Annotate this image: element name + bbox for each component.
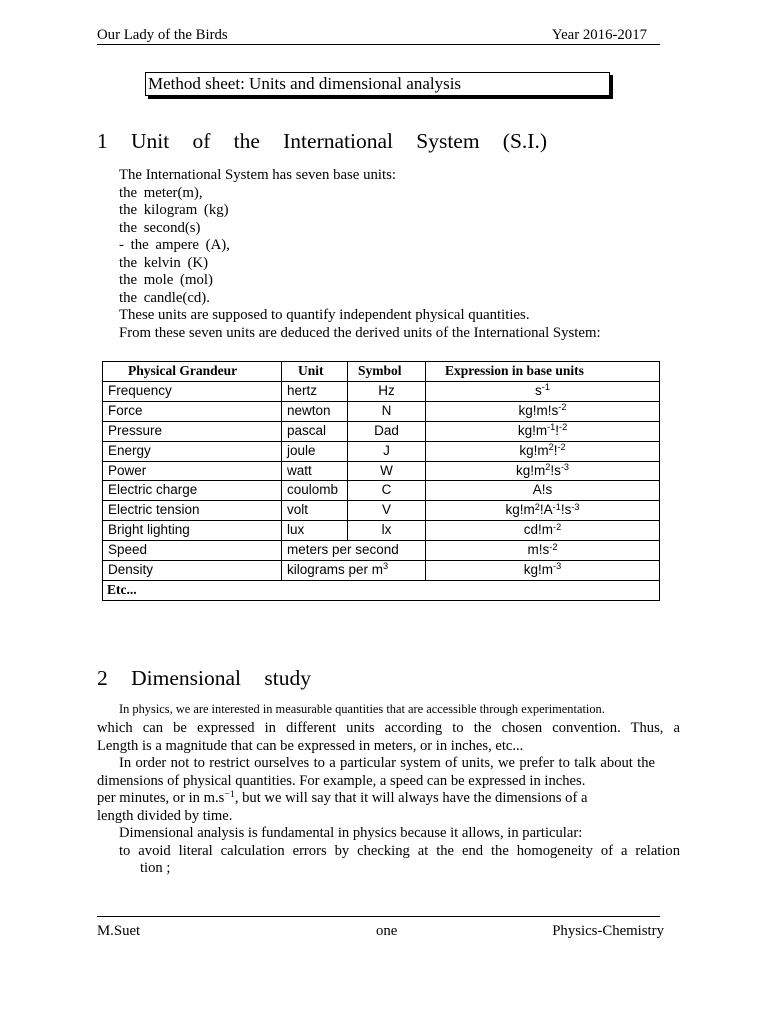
- expression-cell: [426, 501, 660, 521]
- expression-base: s: [535, 382, 542, 398]
- section-2-line: to avoid literal calculation errors by checking at the end the homogeneity of a relation: [119, 842, 680, 859]
- document-title: Method sheet: Units and dimensional analysis: [148, 74, 462, 93]
- table-row: [103, 561, 660, 581]
- unit-exponent: 3: [383, 561, 389, 572]
- table-row: [103, 401, 660, 421]
- section-2-line: length divided by time.: [97, 807, 233, 824]
- symbol-cell: Hz: [348, 381, 426, 401]
- expression-exponent: -1: [547, 422, 556, 433]
- expression-base: cd!m: [523, 522, 554, 538]
- section-2-line: [97, 790, 587, 808]
- unit-cell: volt: [282, 501, 348, 521]
- unit-base: kilograms per m: [287, 562, 384, 578]
- section-2-heading: 2 Dimensional study: [97, 666, 311, 690]
- expression-exponent: -1: [552, 501, 561, 512]
- line-text: , but we will say that it will always have the dimensions of a: [234, 790, 588, 806]
- expression-cell: [426, 421, 660, 441]
- title-box: [145, 72, 610, 96]
- base-unit-item: - the ampere (A),: [119, 237, 230, 253]
- table-row: [103, 481, 660, 501]
- section-2-line: dimensions of physical quantities. For example, a speed can be expressed in inches.: [97, 772, 586, 789]
- symbol-cell: Dad: [348, 421, 426, 441]
- line-text: per minutes, or in m.s: [97, 790, 225, 806]
- unit-cell: coulomb: [282, 481, 348, 501]
- grandeur-cell: Speed: [103, 541, 282, 561]
- etc-cell: Etc...: [103, 580, 660, 600]
- expression-exponent: 2: [548, 442, 554, 453]
- expression-base: !: [555, 422, 560, 438]
- symbol-cell: lx: [348, 521, 426, 541]
- grandeur-cell: Force: [103, 401, 282, 421]
- expression-cell: [426, 541, 660, 561]
- expression-base: !s: [550, 462, 561, 478]
- base-unit-item: the second(s): [119, 219, 201, 236]
- expression-base: m!s: [527, 542, 550, 558]
- grandeur-cell: Pressure: [103, 421, 282, 441]
- header-school-name: Our Lady of the Birds: [97, 27, 228, 43]
- table-etc-row: [103, 580, 660, 600]
- unit-cell: pascal: [282, 421, 348, 441]
- table-row: [103, 441, 660, 461]
- section-2-line: tion ;: [140, 860, 171, 876]
- symbol-cell: C: [348, 481, 426, 501]
- section-1-line: The International System has seven base units:: [119, 167, 396, 183]
- expression-cell: [426, 481, 660, 501]
- footer-author: M.Suet: [97, 923, 141, 939]
- expression-exponent: -2: [557, 442, 566, 453]
- table-row: [103, 541, 660, 561]
- expression-base: kg!m: [517, 422, 548, 438]
- section-2-line: In order not to restrict ourselves to a particular system of units, we prefer to talk about the: [119, 755, 655, 771]
- table-row: [103, 501, 660, 521]
- table-row: [103, 521, 660, 541]
- unit-cell: watt: [282, 461, 348, 481]
- header-symbol: Symbol: [348, 362, 426, 382]
- grandeur-cell: Electric charge: [103, 481, 282, 501]
- symbol-cell: V: [348, 501, 426, 521]
- expression-cell: [426, 441, 660, 461]
- expression-exponent: -2: [558, 402, 567, 413]
- header-rule: [97, 44, 660, 45]
- grandeur-cell: Frequency: [103, 381, 282, 401]
- expression-exponent: 2: [545, 461, 551, 472]
- table-row: [103, 421, 660, 441]
- grandeur-cell: Density: [103, 561, 282, 581]
- expression-base: kg!m: [515, 462, 546, 478]
- expression-base: A!s: [532, 482, 553, 498]
- unit-cell: lux: [282, 521, 348, 541]
- expression-exponent: -1: [541, 382, 550, 393]
- base-unit-item: the meter(m),: [119, 184, 203, 201]
- unit-exponent: −1: [224, 789, 235, 801]
- expression-base: kg!m!s: [518, 402, 559, 418]
- base-unit-item: the kilogram (kg): [119, 202, 229, 218]
- symbol-cell: N: [348, 401, 426, 421]
- expression-base: kg!m: [523, 562, 554, 578]
- expression-cell: [426, 461, 660, 481]
- section-2-line: which can be expressed in different units according to the chosen convention. Thus, a: [97, 720, 680, 736]
- expression-exponent: -3: [553, 561, 562, 572]
- section-1-body: [119, 167, 601, 342]
- grandeur-cell: Bright lighting: [103, 521, 282, 541]
- expression-exponent: -2: [559, 422, 568, 433]
- expression-base: !A: [539, 502, 553, 518]
- expression-exponent: -3: [571, 501, 580, 512]
- section-1-line: From these seven units are deduced the derived units of the International System:: [119, 324, 601, 341]
- unit-cell: joule: [282, 441, 348, 461]
- section-1-line: These units are supposed to quantify independent physical quantities.: [119, 307, 530, 323]
- base-unit-item: the mole (mol): [119, 272, 213, 288]
- grandeur-cell: Energy: [103, 441, 282, 461]
- units-table: [102, 361, 660, 601]
- expression-cell: [426, 561, 660, 581]
- expression-exponent: -3: [560, 461, 570, 472]
- symbol-cell: W: [348, 461, 426, 481]
- unit-cell: meters per second: [282, 541, 426, 561]
- grandeur-cell: Electric tension: [103, 501, 282, 521]
- base-unit-item: the kelvin (K): [119, 254, 209, 271]
- section-2-line: Dimensional analysis is fundamental in physics because it allows, in particular:: [119, 825, 583, 841]
- unit-cell: newton: [282, 401, 348, 421]
- header-physical-grandeur: Physical Grandeur: [103, 362, 282, 382]
- unit-cell: hertz: [282, 381, 348, 401]
- expression-exponent: 2: [534, 501, 540, 512]
- symbol-cell: J: [348, 441, 426, 461]
- grandeur-cell: Power: [103, 461, 282, 481]
- section-2-line: Length is a magnitude that can be expressed in meters, or in inches, etc...: [97, 737, 524, 754]
- expression-base: kg!m: [519, 442, 549, 458]
- table-row: [103, 461, 660, 481]
- footer-page-number: one: [376, 923, 398, 939]
- section-1-heading: 1 Unit of the International System (S.I.): [97, 129, 547, 153]
- expression-exponent: -2: [553, 521, 562, 532]
- base-unit-item: the candle(cd).: [119, 289, 210, 306]
- expression-exponent: -2: [549, 541, 558, 552]
- expression-cell: [426, 521, 660, 541]
- expression-base: kg!m: [505, 502, 535, 518]
- unit-cell: [282, 561, 426, 581]
- table-row: [103, 381, 660, 401]
- footer-subject: Physics-Chemistry: [552, 923, 664, 939]
- header-year: Year 2016-2017: [551, 27, 647, 43]
- header-expression: Expression in base units: [426, 362, 660, 382]
- footer-rule: [97, 916, 660, 917]
- section-2-intro: In physics, we are interested in measurable quantities that are accessible through experimentation.: [119, 702, 605, 716]
- expression-cell: [426, 401, 660, 421]
- expression-cell: [426, 381, 660, 401]
- expression-base: !s: [560, 502, 572, 518]
- expression-base: !: [553, 442, 558, 458]
- header-unit: Unit: [282, 362, 348, 382]
- table-header-row: [103, 362, 660, 382]
